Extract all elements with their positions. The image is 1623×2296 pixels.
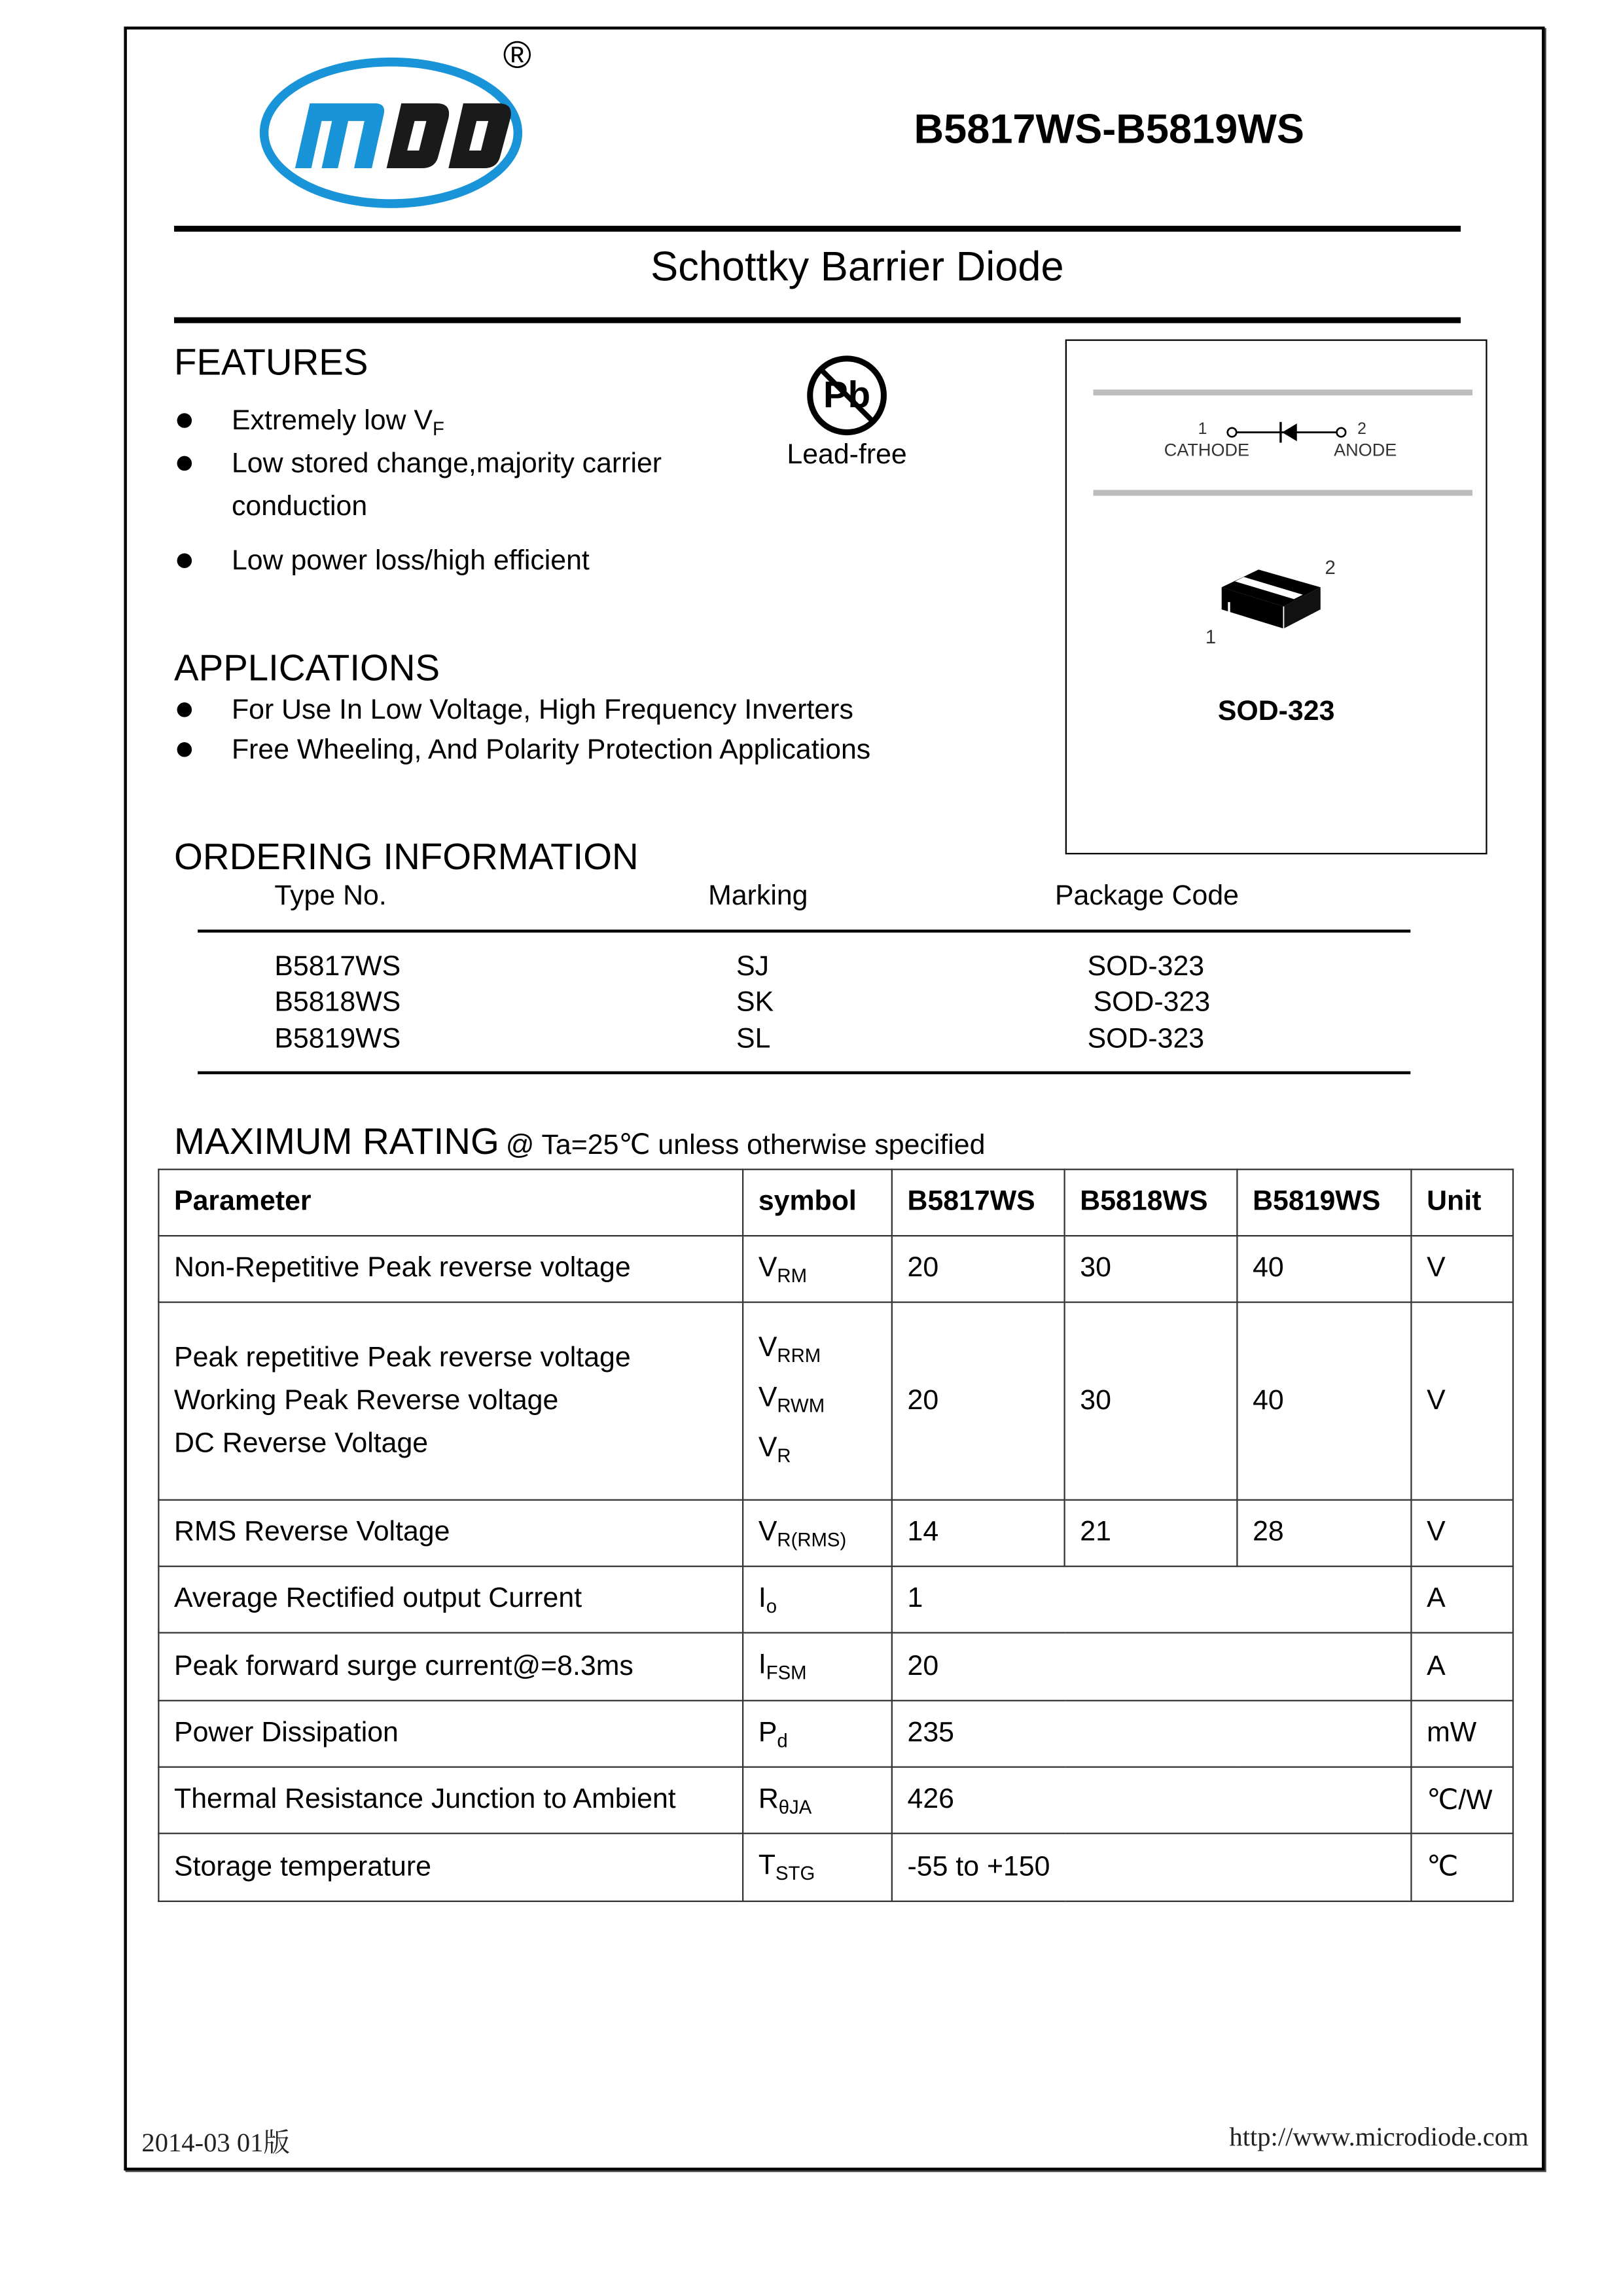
symbol-line [758,1426,891,1477]
value-cell: 20 [892,1633,1412,1701]
symbol-main: I [758,1649,766,1681]
symbol-cell [743,1500,892,1566]
part-number-title: B5817WS-B5819WS [914,106,1304,152]
header-b5818ws: B5818WS [1065,1170,1238,1236]
ordering-package: SOD-323 [1093,987,1211,1018]
table-row [158,1833,1513,1901]
symbol-subscript: RWM [777,1393,825,1416]
parameter-cell [158,1302,743,1500]
unit-cell: A [1411,1566,1513,1632]
lead-free-icon-text: Pb [823,374,871,416]
symbol-cell [743,1700,892,1767]
ordering-marking: SK [736,987,774,1018]
symbol-subscript: FSM [766,1661,807,1684]
parameter-cell: Non-Repetitive Peak reverse voltage [158,1236,743,1302]
symbol-main: T [758,1850,776,1882]
parameter-cell: Average Rectified output Current [158,1566,743,1632]
ordering-type: B5819WS [274,1024,401,1055]
unit-cell: V [1411,1236,1513,1302]
value-cell: 30 [1065,1302,1238,1500]
ordering-type: B5818WS [274,987,401,1018]
unit-cell: V [1411,1500,1513,1566]
symbol-main: V [758,1516,777,1547]
symbol-cell [743,1566,892,1632]
symbol-main: V [758,1251,777,1283]
sod323-package-icon [1214,555,1332,636]
package-box [1065,340,1488,855]
max-rating-heading-row [174,1121,985,1164]
symbol-subscript: RM [777,1263,808,1286]
symbol-subscript: o [766,1594,777,1617]
unit-cell: ℃ [1411,1833,1513,1901]
parameter-line: DC Reverse Voltage [174,1428,429,1460]
table-row [158,1500,1513,1566]
feature-item: Low power loss/high efficient [231,546,590,577]
parameter-cell: Peak forward surge current@=8.3ms [158,1633,743,1701]
divider [174,226,1461,232]
ordering-package: SOD-323 [1087,952,1205,983]
feature-text: Extremely low V [231,405,433,437]
header-unit: Unit [1411,1170,1513,1236]
table-row [158,1302,1513,1500]
symbol-subscript: d [777,1729,788,1751]
footer-version: 2014-03 01版 [141,2127,291,2158]
value-cell: 1 [892,1566,1412,1632]
feature-subscript: F [433,418,444,440]
value-cell: 30 [1065,1236,1238,1302]
footer-url[interactable]: http://www.microdiode.com [1229,2121,1529,2152]
header-b5817ws: B5817WS [892,1170,1065,1236]
parameter-cell: Power Dissipation [158,1700,743,1767]
unit-cell: mW [1411,1700,1513,1767]
pin1-number: 1 [1198,420,1207,439]
pin1-name: CATHODE [1164,439,1250,461]
max-rating-condition: @ Ta=25℃ unless otherwise specified [505,1130,986,1162]
value-cell: 20 [892,1302,1065,1500]
pin2-name: ANODE [1334,439,1397,461]
symbol-subscript: θJA [778,1795,812,1818]
bullet [177,456,192,471]
symbol-main: I [758,1582,766,1614]
parameter-line: Peak repetitive Peak reverse voltage [174,1342,631,1374]
divider [198,1071,1410,1073]
divider [174,317,1461,323]
bullet [177,553,192,568]
pin2-number: 2 [1357,420,1366,439]
table-row [158,1700,1513,1767]
table-header-row [158,1170,1513,1236]
parameter-line: Working Peak Reverse voltage [174,1385,559,1417]
value-cell: 14 [892,1500,1065,1566]
symbol-cell [743,1236,892,1302]
symbol-subscript: R [777,1444,791,1466]
table-row [158,1767,1513,1833]
max-rating-heading: MAXIMUM RATING [174,1121,499,1163]
symbol-main: R [758,1783,779,1814]
parameter-cell: Storage temperature [158,1833,743,1901]
max-rating-table [158,1169,1514,1902]
ordering-header-type: Type No. [274,880,387,912]
package-pin1-number: 1 [1205,625,1217,648]
symbol-cell [743,1302,892,1500]
value-cell: 40 [1237,1236,1411,1302]
symbol-main: V [758,1331,777,1363]
table-row [158,1236,1513,1302]
header-parameter: Parameter [158,1170,743,1236]
divider [1094,490,1472,495]
value-cell: 28 [1237,1500,1411,1566]
bullet [177,742,192,757]
parameter-cell: RMS Reverse Voltage [158,1500,743,1566]
symbol-line [758,1376,891,1426]
ordering-marking: SL [736,1024,771,1055]
features-heading: FEATURES [174,342,368,384]
divider [198,929,1410,931]
applications-heading: APPLICATIONS [174,647,440,689]
lead-free-label: Lead-free [787,439,907,471]
value-cell: 426 [892,1767,1412,1833]
header-b5819ws: B5819WS [1237,1170,1411,1236]
ordering-package: SOD-323 [1087,1024,1205,1055]
ordering-marking: SJ [736,952,770,983]
symbol-main: P [758,1717,777,1748]
value-cell: 235 [892,1700,1412,1767]
symbol-line [758,1326,891,1376]
symbol-subscript: R(RMS) [777,1528,847,1551]
feature-item [232,406,444,440]
unit-cell: A [1411,1633,1513,1701]
table-row [158,1633,1513,1701]
parameter-cell: Thermal Resistance Junction to Ambient [158,1767,743,1833]
page-subtitle: Schottky Barrier Diode [651,243,1064,289]
table-row [158,1566,1513,1632]
registered-mark: ® [503,32,532,77]
ordering-header-marking: Marking [708,880,808,912]
symbol-cell [743,1767,892,1833]
unit-cell: ℃/W [1411,1767,1513,1833]
application-item: Free Wheeling, And Polarity Protection Applications [231,734,871,766]
header-symbol: symbol [743,1170,892,1236]
ordering-heading: ORDERING INFORMATION [174,836,639,878]
feature-item-continued: conduction [231,491,368,523]
application-item: For Use In Low Voltage, High Frequency Inverters [231,694,853,726]
symbol-cell [743,1633,892,1701]
symbol-subscript: RRM [777,1343,821,1366]
value-cell: -55 to +150 [892,1833,1412,1901]
feature-item: Low stored change,majority carrier [231,448,662,480]
ordering-type: B5817WS [274,952,401,983]
value-cell: 20 [892,1236,1065,1302]
value-cell: 40 [1237,1302,1411,1500]
ordering-header-package: Package Code [1054,880,1240,912]
symbol-main: V [758,1431,777,1463]
divider [1094,389,1472,395]
symbol-cell [743,1833,892,1901]
bullet [177,413,192,428]
symbol-subscript: STG [775,1862,815,1884]
package-pin2-number: 2 [1325,556,1336,579]
mdd-logo [251,53,531,215]
bullet [177,702,192,717]
package-name: SOD-323 [1217,696,1335,728]
unit-cell: V [1411,1302,1513,1500]
symbol-main: V [758,1382,777,1413]
value-cell: 21 [1065,1500,1238,1566]
